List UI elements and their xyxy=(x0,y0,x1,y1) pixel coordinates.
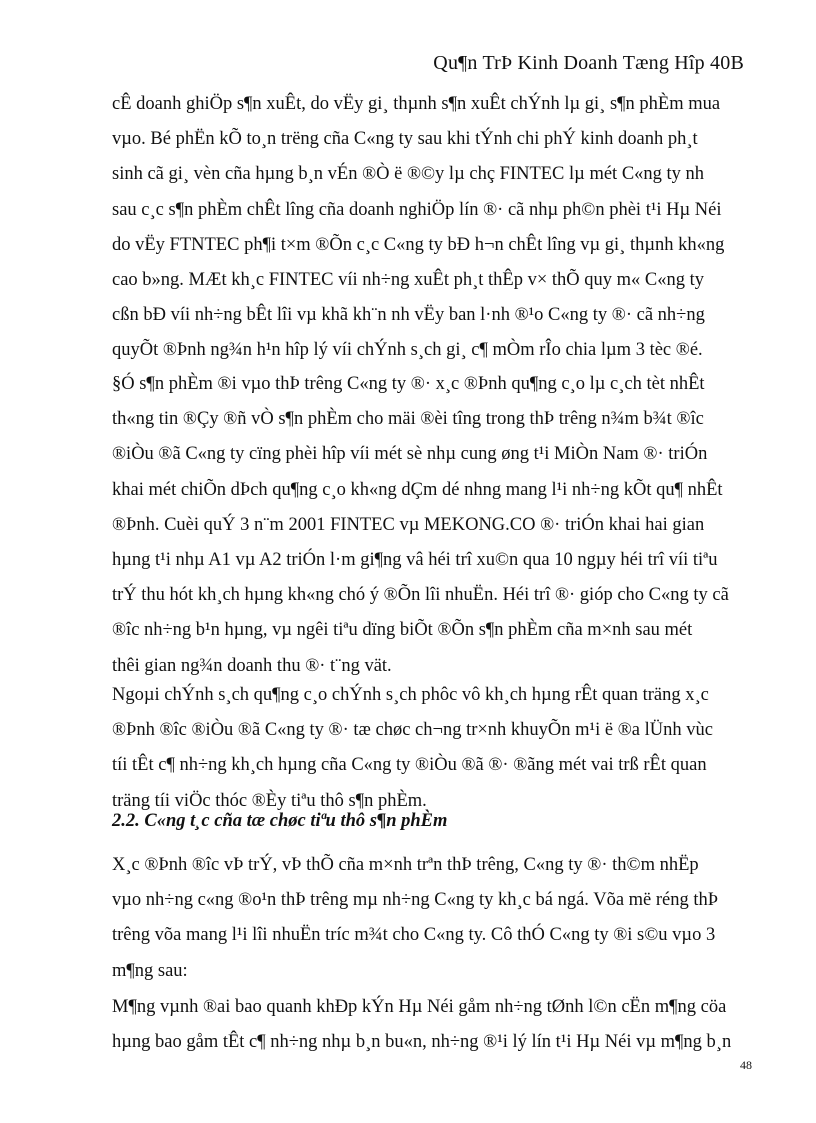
paragraph1-line: cÊ doanh ghiÖp s¶n xuÊt, do vËy gi¸ thµnh s¶n xuÊt chÝnh lµ gi¸ s¶n phÈm mua xyxy=(112,94,721,114)
paragraph5-line: hµng bao gåm tÊt c¶ nh÷ng nhµ b¸n bu«n, nh÷ng ®¹i lý lín t¹i Hµ Néi vµ m¶ng b¸n xyxy=(112,1032,732,1053)
paragraph1-line: quyÕt ®Þnh ng¾n h¹n hîp lý víi chÝnh s¸ch gi¸ c¶ mÒm rÎo chia lµm 3 tèc ®é. xyxy=(112,340,703,361)
paragraph4-line: m¶ng sau: xyxy=(112,960,188,981)
paragraph3-line: tíi tÊt c¶ nh÷ng kh¸ch hµng cña C«ng ty ®iÒu ®ã ®· ®ãng mét vai trß rÊt quan xyxy=(112,755,707,776)
paragraph1-line: vµo. Bé phËn kÕ to¸n trëng cña C«ng ty sau khi tÝnh chi phÝ kinh doanh ph¸t xyxy=(112,129,698,150)
paragraph4-line: trêng võa mang l¹i lîi nhuËn tríc m¾t cho C«ng ty. Cô thÓ C«ng ty ®i s©u vµo 3 xyxy=(112,925,716,946)
paragraph3-line: Ngoµi chÝnh s¸ch qu¶ng c¸o chÝnh s¸ch phôc vô kh¸ch hµng rÊt quan träng x¸c xyxy=(112,685,709,705)
paragraph5-line: M¶ng vµnh ®ai bao quanh khÐp kÝn Hµ Néi gåm nh÷ng tØnh l©n cËn m¶ng cöa xyxy=(112,997,727,1017)
paragraph1-line: sinh cã gi¸ vèn cña hµng b¸n vÉn ®Ò ë ®©y lµ chç FINTEC lµ mét C«ng ty nh xyxy=(112,164,705,185)
paragraph2-line: ®îc nh÷ng b¹n hµng, vµ ngêi tiªu dïng biÕt ®Õn s¶n phÈm cña m×nh sau mét xyxy=(112,620,693,641)
paragraph3-line: träng tíi viÖc thóc ®Èy tiªu thô s¶n phÈm. xyxy=(112,790,427,811)
page-header: Qu¶n TrÞ Kinh Doanh Tæng Hîp 40B xyxy=(433,52,744,74)
paragraph2-line: trÝ thu hót kh¸ch hµng kh«ng chó ý ®Õn lîi nhuËn. Héi trî ®· gióp cho C«ng ty cã xyxy=(112,585,729,606)
paragraph1-line: sau c¸c s¶n phÈm chÊt lîng cña doanh nghiÖp lín ®· cã nhµ ph©n phèi t¹i Hµ Néi xyxy=(112,199,722,220)
paragraph3-line: ®Þnh ®îc ®iÒu ®ã C«ng ty ®· tæ chøc ch¬ng tr×nh khuyÕn m¹i ë ®a lÜnh vùc xyxy=(112,720,713,741)
page-number: 48 xyxy=(740,1058,752,1072)
paragraph4-line: X¸c ®Þnh ®îc vÞ trÝ, vÞ thÕ cña m×nh trªn thÞ trêng, C«ng ty ®· th©m nhËp xyxy=(112,855,699,875)
paragraph2-line: hµng t¹i nhµ A1 vµ A2 triÓn l·m gi¶ng vâ héi trî xu©n qua 10 ngµy héi trî víi tiªu xyxy=(112,550,718,570)
paragraph2-line: khai mét chiÕn dÞch qu¶ng c¸o kh«ng dÇm dé nhng mang l¹i nh÷ng kÕt qu¶ nhÊt xyxy=(112,479,723,500)
paragraph1-line: do vËy FTNTEC ph¶i t×m ®Õn c¸c C«ng ty bÐ h¬n chÊt lîng vµ gi¸ thµnh kh«ng xyxy=(112,234,725,255)
paragraph2-line: th«ng tin ®Çy ®ñ vÒ s¶n phÈm cho mäi ®èi tîng trong thÞ trêng n¾m b¾t ®îc xyxy=(112,409,704,430)
paragraph2-line: ®iÒu ®ã C«ng ty cïng phèi hîp víi mét sè nhµ cung øng t¹i MiÒn Nam ®· triÓn xyxy=(112,444,708,465)
paragraph2-line: ®Þnh. Cuèi quÝ 3 n¨m 2001 FINTEC vµ MEKONG.CO ®· triÓn khai hai gian xyxy=(112,514,705,535)
paragraph1-line: cßn bÐ víi nh÷ng bÊt lîi vµ khã kh¨n nh vËy ban l·nh ®¹o C«ng ty ®· cã nh÷ng xyxy=(112,305,705,326)
paragraph2-line: §Ó s¶n phÈm ®i vµo thÞ trêng C«ng ty ®· x¸c ®Þnh qu¶ng c¸o lµ c¸ch tèt nhÊt xyxy=(112,374,705,394)
paragraph4-line: vµo nh÷ng c«ng ®o¹n thÞ trêng mµ nh÷ng C«ng ty kh¸c bá ngá. Võa më réng thÞ xyxy=(112,890,719,911)
section-heading: 2.2. C«ng t¸c cña tæ chøc tiªu thô s¶n phÈm xyxy=(112,811,448,831)
paragraph2-line: thêi gian ng¾n doanh thu ®· t¨ng vät. xyxy=(112,655,392,676)
paragraph1-line: cao b»ng. MÆt kh¸c FINTEC víi nh÷ng xuÊt ph¸t thÊp v× thÕ quy m« C«ng ty xyxy=(112,270,704,290)
